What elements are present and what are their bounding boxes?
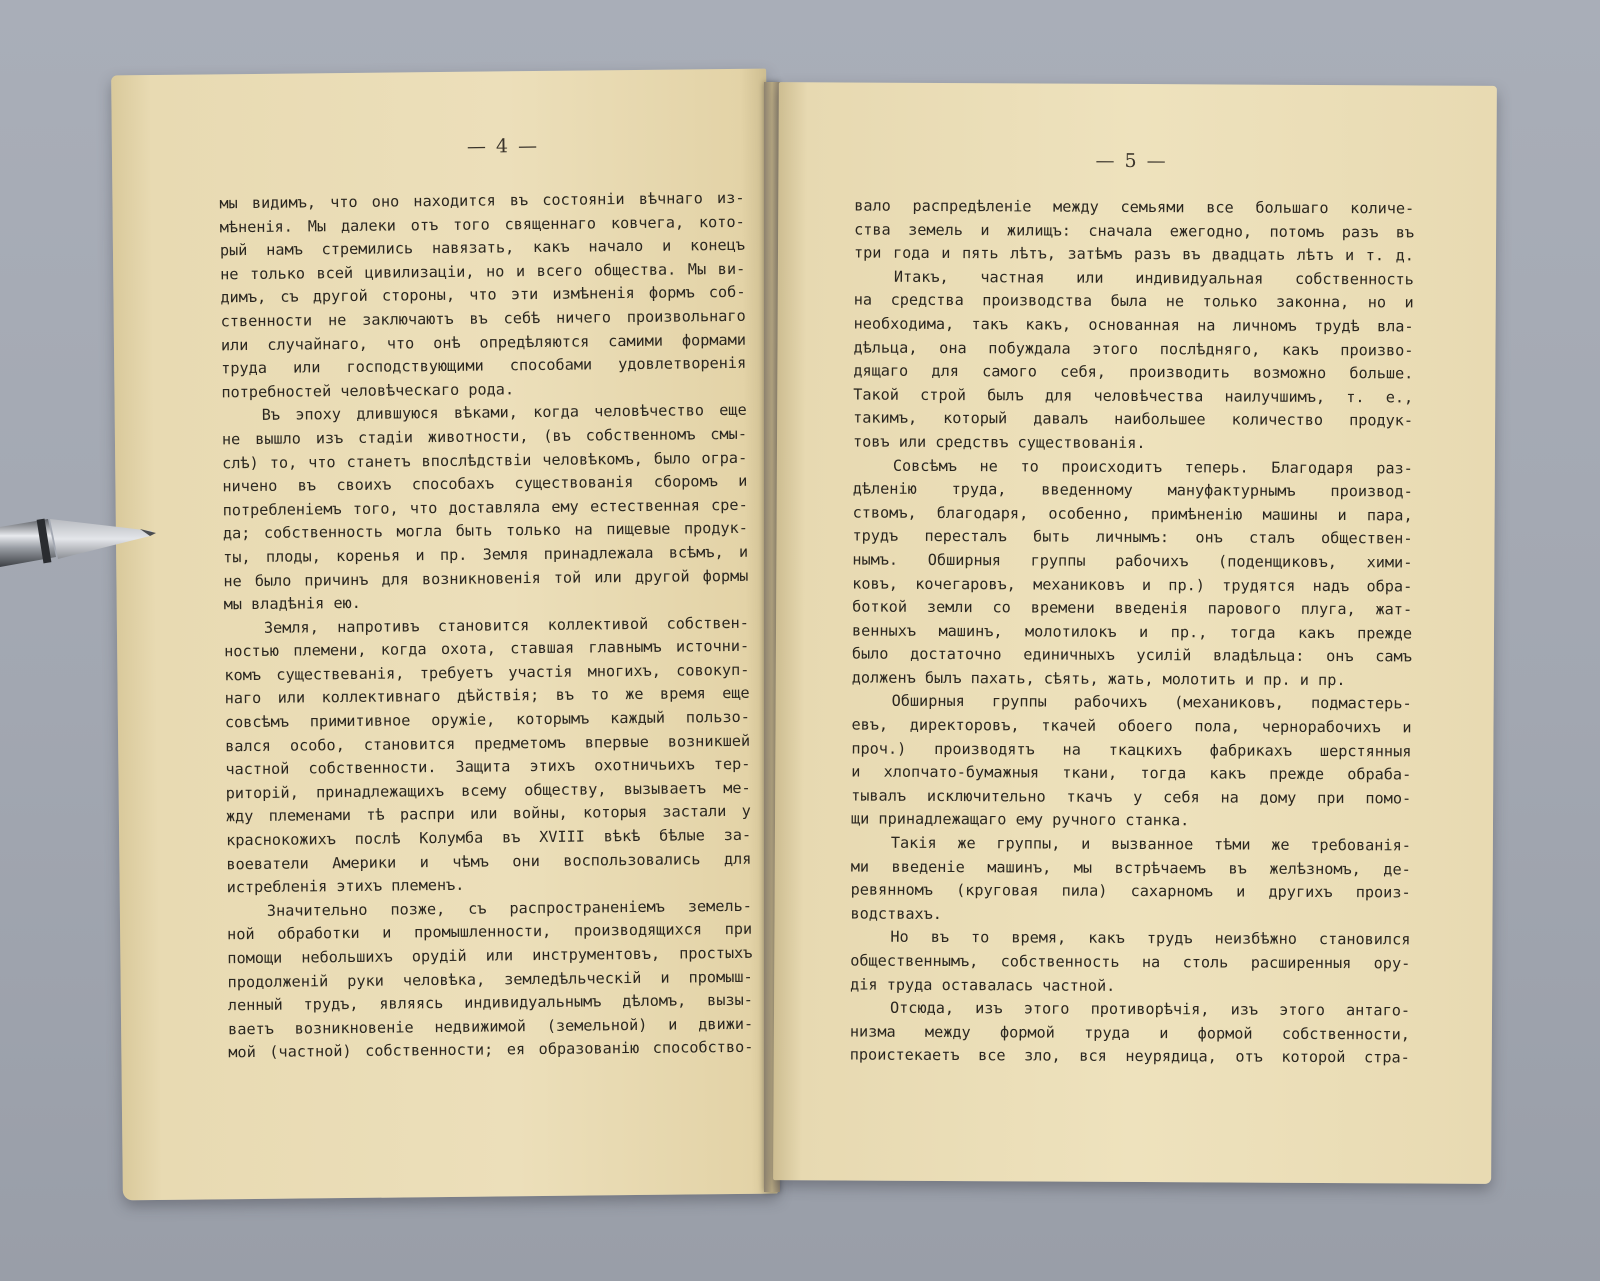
left-page-text [219,187,753,1065]
text-line: частной собственности. Защита этихъ охотничьихъ тер- [225,755,751,779]
text-line: Но въ то время, какъ трудъ неизбѣжно становился [890,928,1411,949]
text-line: нымъ. Обширныя группы рабочихъ (поденщиковъ, хими- [852,550,1413,572]
text-line: слѣ) то, что станетъ впослѣдствiи человѣкомъ, было огра- [222,448,748,472]
text-line: ственности не заключаютъ въ себѣ ничего произвольнаго [220,306,746,331]
text-line: ленный трудъ, являясь индивидуальнымъ дѣломъ, вызы- [227,990,753,1015]
text-line: Обширныя группы рабочихъ (механиковъ, подмастерь- [891,692,1412,713]
text-line: и хлопчато-бумажныя ткани, тогда какъ прежде обраба- [851,762,1412,784]
text-line: вало распредѣленіе между семьями все большаго количе- [854,196,1415,218]
text-line: низма между формой труда и формой собственности, [849,1022,1410,1044]
text-line: ваетъ возникновеніе недвижимой (земельной) и движи- [228,1014,754,1039]
text-line: дія труда оставалась частной. [850,975,1116,995]
text-line: потребленіемъ того, что доставляла ему естественная сре- [222,495,748,520]
text-line: дѣльца, она побуждала этого послѣдняго, какъ произво- [853,338,1414,360]
text-line: ты, плоды, коренья и пр. Земля принадлежала всѣмъ, и [223,542,749,567]
text-line: комъ существеванія, требуетъ участія многихъ, совокуп- [224,660,750,685]
text-line: не вышло изъ стадiи животности, (въ собственномъ смы- [221,424,748,449]
page-number-right: — 5 — [1095,149,1168,173]
text-line: мой (частной) собственности; ея образованію способство- [228,1038,754,1062]
text-line: риторій, принадлежащихъ всему обществу, вызываетъ ме- [225,778,751,803]
text-line: общественнымъ, собственность на столь расширенныя ору- [850,951,1411,973]
text-line: ствомъ, благодаря, особенно, примѣненію машины и пара, [852,503,1413,525]
page-number-left: — 4 — [466,134,540,158]
text-line: Такія же группы, и вызванное тѣми же требованія- [890,833,1411,855]
text-line: наго или коллективнаго дѣйствія; въ то же время еще [224,684,750,708]
text-line: водствахъ. [850,904,943,923]
text-line: трудъ пересталъ быть личнымъ: онъ сталъ обществен- [852,526,1413,548]
text-line: да; собственность могла быть только на пищевые продук- [222,519,748,543]
text-line: было достаточно единичныхъ усилій владѣльца: онъ самъ [851,644,1412,666]
text-line: такимъ, который давалъ наибольшее количество продук- [853,408,1414,430]
text-line: не только всей цивилизацiи, но и всего общества. Мы ви- [220,259,746,284]
text-line: воеватели Америки и чѣмъ они воспользовались для [226,849,752,873]
text-line: жду племенами тѣ распри или войны, которыя застали у [225,802,751,826]
text-line: на средства производства была не только законна, но и [853,290,1414,312]
text-line: не было причинъ для возникновенія той или другой формы [223,566,749,590]
text-line: щи принадлежащаго ему ручного станка. [850,809,1190,830]
text-line: боткой земли со времени введенія парового плуга, жат- [852,597,1413,619]
text-line: Совсѣмъ не то происходитъ теперь. Благодаря раз- [892,456,1413,477]
text-line: ства земель и жилищъ: сначала ежегодно, потомъ разъ въ [854,220,1415,242]
text-line: или случайнаго, что онѣ опредѣляются самими формами [220,330,747,354]
left-page [111,69,778,1201]
text-line: долженъ былъ пахать, сѣять, жать, молотить и пр. и пр. [851,668,1346,689]
text-line: венныхъ машинъ, молотилокъ и пр., тогда какъ прежде [851,621,1413,643]
text-line: необходима, такъ какъ, основанная на личномъ трудѣ вла- [853,314,1414,336]
text-line: мы видимъ, что оно находится въ состоянiи вѣчнаго из- [219,188,745,213]
text-line: Въ эпоху длившуюся вѣками, когда человѣчество еще [261,401,747,425]
text-line: товъ или средствъ существованія. [852,432,1146,452]
text-line: ковъ, кочегаровъ, механиковъ и пр.) трудятся надъ обра- [852,574,1413,595]
text-line: краснокожихъ послѣ Колумба въ XVIII вѣкѣ бѣлые за- [226,825,752,850]
text-line: помощи небольшихъ орудiй или инструментовъ, простыхъ [227,943,753,968]
text-line: три года и пять лѣтъ, затѣмъ разъ въ двадцать лѣтъ и т. д. [853,243,1415,265]
text-line: Значительно позже, съ распространеніемъ земель- [266,896,752,920]
text-line: вался особо, становится предметомъ впервые возникшей [225,731,751,755]
right-page-text [850,195,1415,1071]
text-line: Итакъ, частная или индивидуальная собственность [893,267,1414,289]
text-line: мѣненія. Мы далеки отъ того священнаго ковчега, кото- [219,212,745,236]
text-line: потребностей человѣческаго рода. [221,380,515,402]
text-line: труда или господствующими способами удовлетворенія [221,353,747,378]
text-line: ревянномъ (круговая пила) сахарномъ и другихъ произ- [850,880,1411,902]
text-line: дѣленію труда, введенному мануфактурнымъ производ- [852,479,1413,501]
text-line: истребленія этихъ племенъ. [226,876,465,897]
text-line: проч.) производятъ на ткацкихъ фабрикахъ шерстянныя [851,739,1412,761]
text-line: евъ, директоровъ, ткачей обоего пола, чернорабочихъ и [851,715,1412,737]
right-page [773,82,1497,1184]
text-line: рый намъ стремились навязать, какъ начало и конецъ [219,236,746,260]
text-line: ностью племени, когда охота, ставшая главнымъ источни- [224,637,750,661]
text-line: Такой строй былъ для человѣчества наилучшимъ, т. е., [853,385,1414,407]
pencil-icon [0,505,160,575]
text-line: ничено въ своихъ способахъ существованія сборомъ и [222,471,748,496]
text-line: дящаго для самого себя, производить возможно больше. [853,361,1414,383]
text-line: тывалъ исключительно ткачъ у себя на дому при помо- [851,786,1412,808]
text-line: совсѣмъ примитивное оружіе, которымъ каждый пользо- [224,707,750,732]
text-line: ной обработки и промышленности, производящихся при [227,920,753,944]
text-line: продолженій руки человѣка, земледѣльческій и промыш- [227,967,753,991]
text-line: ми введеніе машинъ, мы встрѣчаемъ въ желѣзномъ, де- [850,857,1411,879]
text-line: проистекаетъ все зло, вся неурядица, отъ которой стра- [849,1045,1410,1067]
text-line: димъ, съ другой стороны, что эти измѣненія формъ соб- [220,283,746,307]
text-line: мы владѣнія ею. [223,593,361,614]
text-line: Земля, напротивъ становится коллективой собствен- [263,613,749,637]
text-line: Отсюда, изъ этого противорѣчія, изъ этого антаго- [889,998,1411,1020]
